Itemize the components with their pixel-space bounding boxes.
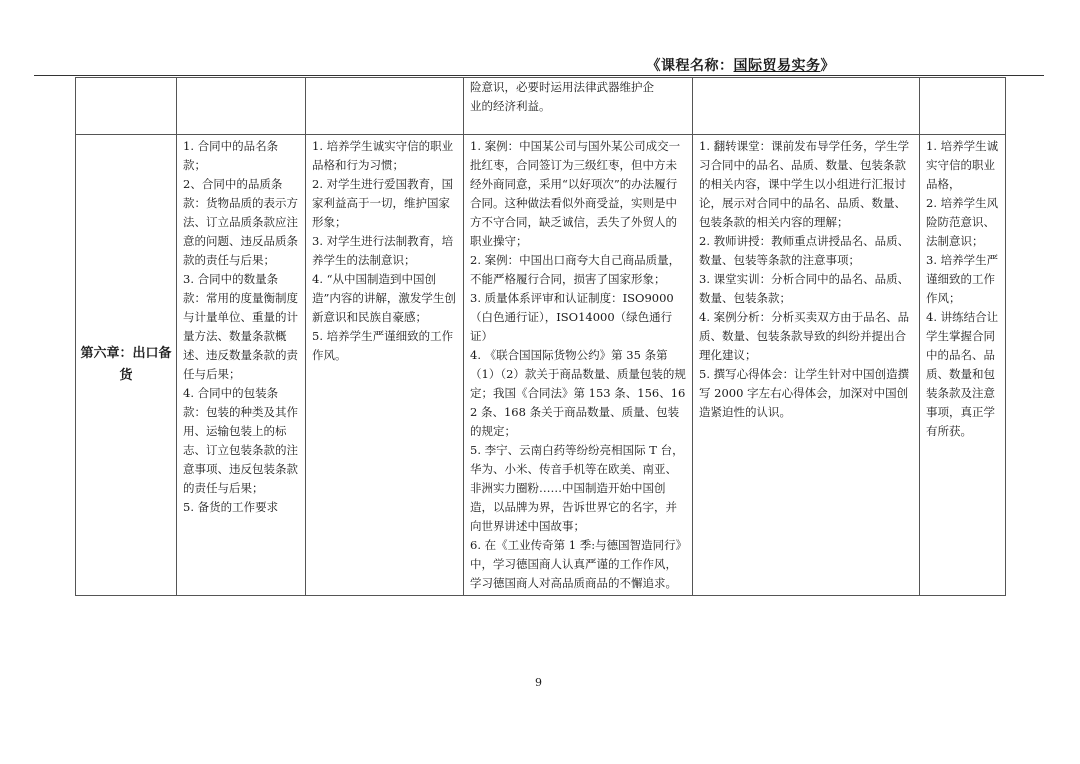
text-line: 2、合同中的品质条款：货物品质的表示方法、订立品质条款应注意的问题、违反品质条款的责任与后果； [183, 177, 298, 267]
text-line: 4. 案例分析：分析买卖双方由于品名、品质、数量、包装条款导致的纠纷并提出合理化建议； [699, 310, 910, 362]
text-line: 5. 撰写心得体会：让学生针对中国创造撰写 2000 字左右心得体会，加深对中国创造紧迫性的认识。 [699, 367, 910, 419]
continued-ideology-cell [306, 78, 464, 135]
text-line: 3. 课堂实训：分析合同中的品名、品质、数量、包装条款； [699, 272, 910, 305]
text-line: 4. 《联合国国际货物公约》第 35 条第（1）（2）款关于商品数量、质量包装的规定；我国《合同法》第 153 条、156、162 条、168 条关于商品数量、质量、包装的规定； [470, 348, 686, 438]
text-line: 1. 培养学生诚实守信的职业品格和行为习惯； [312, 139, 454, 172]
course-header-prefix: 《课程名称： [646, 58, 734, 74]
text-line: 业的经济利益。 [470, 99, 551, 113]
teaching-methods-cell [693, 135, 920, 596]
text-line: 3. 质量体系评审和认证制度：ISO9000（白色通行证），ISO14000（绿色通行证） [470, 291, 674, 343]
continued-chapter-cell [76, 78, 177, 135]
syllabus-table [75, 77, 1006, 596]
text-line: 2. 案例：中国出口商夸大自己商品质量，不能严格履行合同，损害了国家形象； [470, 253, 681, 286]
expected-outcomes-cell [920, 135, 1006, 596]
text-line: 3. 培养学生严谨细致的工作作风； [926, 253, 999, 305]
course-header [647, 55, 836, 75]
continued-goals-cell [920, 78, 1006, 135]
cases-cell [464, 135, 693, 596]
chapter-title: 第六章：出口备货 [80, 346, 172, 383]
course-name: 国际贸易实务 [733, 58, 821, 74]
header-rule [34, 75, 1044, 76]
text-line: 1. 翻转课堂：课前发布导学任务，学生学习合同中的品名、品质、数量、包装条款的相关内容，课中学生以小组进行汇报讨论，展示对合同中的品名、品质、数量、包装条款的相关内容的理解； [699, 139, 910, 229]
course-header-suffix: 》 [820, 58, 835, 74]
text-line: 4. 讲练结合让学生掌握合同中的品名、品质、数量和包装条款及注意事项，真正学有所获。 [926, 310, 999, 438]
page-number: 9 [535, 676, 542, 689]
text-line: 5. 培养学生严谨细致的工作作风。 [312, 329, 454, 362]
text-line: 3. 合同中的数量条款：常用的度量衡制度与计量单位、重量的计量方法、数量条款概述、违反数量条款的责任与后果； [183, 272, 298, 381]
text-line: 1. 培养学生诚实守信的职业品格， [926, 139, 999, 191]
chapter-title-cell [76, 135, 177, 596]
text-line: 5. 李宁、云南白药等纷纷亮相国际 T 台，华为、小米、传音手机等在欧美、南亚、非洲实力圈粉……中国制造开始中国创造，以品牌为界，告诉世界它的名字，并向世界讲述中国故事； [470, 443, 684, 533]
text-line: 4. “从中国制造到中国创造”内容的讲解，激发学生创新意识和民族自豪感； [312, 272, 456, 324]
text-line: 4. 合同中的包装条款：包装的种类及其作用、运输包装上的标志、订立包装条款的注意事项、违反包装条款的责任与后果； [183, 386, 298, 495]
continued-methods-cell [693, 78, 920, 135]
ideology-goals-cell [306, 135, 464, 596]
continued-cases-cell [464, 78, 693, 135]
text-line: 5. 备货的工作要求 [183, 500, 279, 514]
teaching-content-cell [177, 135, 306, 596]
text-line: 2. 对学生进行爱国教育，国家利益高于一切，维护国家形象； [312, 177, 454, 229]
text-line: 险意识，必要时运用法律武器维护企 [470, 80, 654, 94]
text-line: 1. 案例：中国某公司与国外某公司成交一批红枣，合同签订为三级红枣，但中方未经外商同意，采用“以好项次”的办法履行合同。这种做法看似外商受益，实则是中方不守合同，缺乏诚信，丢失了外贸人的职业操守； [470, 139, 681, 248]
text-line: 3. 对学生进行法制教育，培养学生的法制意识； [312, 234, 454, 267]
continued-row [76, 78, 1006, 135]
chapter-row [76, 135, 1006, 596]
continued-content-cell [177, 78, 306, 135]
text-line: 1. 合同中的品名条款； [183, 139, 279, 172]
text-line: 2. 培养学生风险防范意识、法制意识； [926, 196, 999, 248]
text-line: 2. 教师讲授：教师重点讲授品名、品质、数量、包装等条款的注意事项； [699, 234, 910, 267]
text-line: 6. 在《工业传奇第 1 季:与德国智造同行》中，学习德国商人认真严谨的工作作风，学习德国商人对高品质商品的不懈追求。 [470, 538, 682, 590]
